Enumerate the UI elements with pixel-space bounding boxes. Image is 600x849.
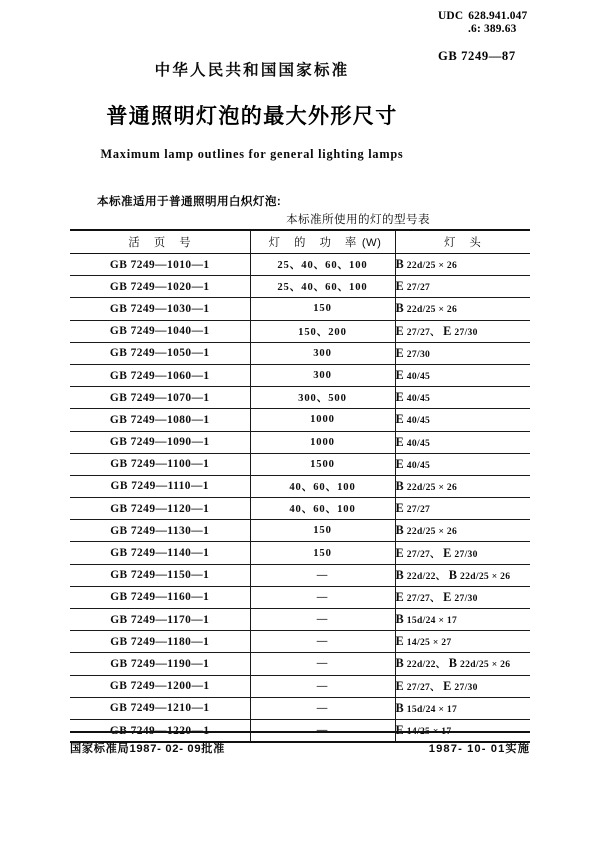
cap-designation: 27/27、 bbox=[406, 326, 441, 338]
cell-lamp-power: 150、200 bbox=[250, 320, 395, 342]
table-row bbox=[70, 586, 530, 608]
cell-leaflet-code: GB 7249—1020—1 bbox=[70, 276, 250, 298]
cell-lamp-power: 25、40、60、100 bbox=[250, 254, 395, 276]
table-body bbox=[70, 254, 530, 743]
cap-letter: B bbox=[445, 656, 461, 671]
cell-lamp-cap bbox=[395, 542, 530, 564]
cap-designation: 27/30 bbox=[406, 348, 431, 360]
cell-lamp-power: 300 bbox=[250, 364, 395, 386]
cell-lamp-power: 25、40、60、100 bbox=[250, 276, 395, 298]
cell-leaflet-code: GB 7249—1160—1 bbox=[70, 586, 250, 608]
column-header-code bbox=[70, 230, 250, 254]
table-header-row bbox=[70, 230, 530, 254]
cell-lamp-cap bbox=[395, 675, 530, 697]
table-row bbox=[70, 631, 530, 653]
udc-label: UDC bbox=[438, 10, 464, 22]
table-row bbox=[70, 276, 530, 298]
cell-leaflet-code: GB 7249—1210—1 bbox=[70, 697, 250, 719]
cell-lamp-cap bbox=[395, 298, 530, 320]
cap-designation: 27/30 bbox=[454, 592, 478, 604]
cap-letter: E bbox=[395, 323, 407, 338]
table-row bbox=[70, 409, 530, 431]
cell-lamp-power: 40、60、100 bbox=[250, 475, 395, 497]
table-row bbox=[70, 520, 530, 542]
column-header-power bbox=[250, 230, 395, 254]
cell-lamp-power: 150 bbox=[250, 542, 395, 564]
cap-letter: E bbox=[395, 434, 407, 449]
cap-designation: 40/45 bbox=[406, 415, 431, 427]
cell-lamp-power: 300、500 bbox=[250, 387, 395, 409]
column-header-cap-label: 灯 头 bbox=[444, 237, 487, 249]
cell-leaflet-code: GB 7249—1110—1 bbox=[70, 475, 250, 497]
cell-lamp-power: — bbox=[250, 653, 395, 675]
footer-content bbox=[70, 740, 530, 756]
implementation-date: 1987- 10- 01实施 bbox=[428, 743, 530, 755]
table-row bbox=[70, 653, 530, 675]
cell-leaflet-code: GB 7249—1150—1 bbox=[70, 564, 250, 586]
cap-letter: B bbox=[395, 656, 407, 671]
cell-leaflet-code: GB 7249—1220—1 bbox=[70, 719, 250, 742]
table-row bbox=[70, 609, 530, 631]
document-subtitle-english: Maximum lamp outlines for general lighting lamps bbox=[100, 147, 404, 161]
cell-lamp-cap bbox=[395, 409, 530, 431]
cell-lamp-power: 1500 bbox=[250, 453, 395, 475]
cell-leaflet-code: GB 7249—1030—1 bbox=[70, 298, 250, 320]
cap-letter: E bbox=[440, 323, 455, 338]
table-row bbox=[70, 387, 530, 409]
cap-designation: 22d/25 × 26 bbox=[460, 570, 511, 582]
table-row bbox=[70, 364, 530, 386]
cell-lamp-power: 150 bbox=[250, 520, 395, 542]
cap-designation: 40/45 bbox=[406, 459, 431, 471]
cap-designation: 22d/25 × 26 bbox=[406, 481, 458, 493]
cap-letter: E bbox=[395, 634, 407, 649]
cap-designation: 14/25 × 17 bbox=[406, 726, 452, 738]
cell-leaflet-code: GB 7249—1200—1 bbox=[70, 675, 250, 697]
cap-designation: 27/27、 bbox=[406, 681, 441, 693]
cell-lamp-power: 1000 bbox=[250, 409, 395, 431]
cell-lamp-cap bbox=[395, 498, 530, 520]
cap-letter: B bbox=[395, 523, 407, 538]
table-row bbox=[70, 254, 530, 276]
column-header-power-label bbox=[251, 234, 395, 250]
cap-letter: B bbox=[395, 612, 407, 627]
cap-designation: 14/25 × 27 bbox=[406, 637, 452, 649]
cap-letter: E bbox=[395, 456, 407, 471]
cell-lamp-power: — bbox=[250, 564, 395, 586]
udc-classification-continuation: .6: 389.63 bbox=[468, 23, 517, 35]
cell-leaflet-code: GB 7249—1050—1 bbox=[70, 342, 250, 364]
table-caption: 本标准所使用的灯的型号表 bbox=[286, 213, 430, 226]
table-row bbox=[70, 298, 530, 320]
cell-leaflet-code: GB 7249—1060—1 bbox=[70, 364, 250, 386]
cap-letter: E bbox=[395, 723, 407, 738]
cell-lamp-power: — bbox=[250, 609, 395, 631]
cell-lamp-cap bbox=[395, 520, 530, 542]
cap-designation: 15d/24 × 17 bbox=[406, 615, 458, 627]
cell-lamp-cap bbox=[395, 653, 530, 675]
cap-letter: E bbox=[395, 589, 407, 604]
gb-standard-number: GB 7249—87 bbox=[438, 49, 516, 63]
cell-lamp-cap bbox=[395, 697, 530, 719]
standard-identifier-block bbox=[438, 10, 564, 64]
table-row bbox=[70, 542, 530, 564]
cell-leaflet-code: GB 7249—1070—1 bbox=[70, 387, 250, 409]
cell-leaflet-code: GB 7249—1120—1 bbox=[70, 498, 250, 520]
table-row bbox=[70, 453, 530, 475]
cap-designation: 27/27 bbox=[406, 282, 431, 294]
cell-lamp-power: — bbox=[250, 719, 395, 742]
document-masthead bbox=[0, 58, 600, 162]
cap-letter: E bbox=[395, 545, 407, 560]
table-row bbox=[70, 675, 530, 697]
cap-letter: E bbox=[395, 390, 407, 405]
cap-letter: B bbox=[445, 567, 461, 582]
cap-letter: B bbox=[395, 257, 407, 272]
cell-leaflet-code: GB 7249—1140—1 bbox=[70, 542, 250, 564]
cap-letter: B bbox=[395, 700, 407, 715]
cap-designation: 22d/22、 bbox=[406, 570, 446, 582]
cap-designation: 27/27 bbox=[406, 504, 431, 516]
cell-leaflet-code: GB 7249—1100—1 bbox=[70, 453, 250, 475]
cell-lamp-cap bbox=[395, 387, 530, 409]
table-row bbox=[70, 564, 530, 586]
cell-lamp-cap bbox=[395, 342, 530, 364]
scope-statement: 本标准适用于普通照明用白炽灯泡: bbox=[97, 195, 282, 208]
table-row bbox=[70, 320, 530, 342]
cap-letter: E bbox=[440, 678, 455, 693]
cap-designation: 15d/24 × 17 bbox=[406, 703, 458, 715]
cell-lamp-power: — bbox=[250, 586, 395, 608]
cap-letter: E bbox=[440, 589, 455, 604]
cap-letter: E bbox=[395, 368, 407, 383]
cap-letter: E bbox=[395, 279, 407, 294]
cap-designation: 22d/25 × 26 bbox=[406, 526, 458, 538]
approval-date: 国家标准局1987- 02- 09批准 bbox=[70, 743, 226, 755]
cell-lamp-power: 1000 bbox=[250, 431, 395, 453]
table-row bbox=[70, 498, 530, 520]
cell-lamp-cap bbox=[395, 431, 530, 453]
cell-lamp-cap bbox=[395, 631, 530, 653]
cell-lamp-cap bbox=[395, 364, 530, 386]
cell-lamp-cap bbox=[395, 453, 530, 475]
page-footer bbox=[70, 731, 530, 756]
cap-designation: 27/27、 bbox=[406, 548, 441, 560]
cell-leaflet-code: GB 7249—1080—1 bbox=[70, 409, 250, 431]
cap-designation: 22d/25 × 26 bbox=[406, 260, 458, 272]
table-row bbox=[70, 697, 530, 719]
cap-letter: B bbox=[395, 301, 407, 316]
cap-designation: 40/45 bbox=[406, 437, 431, 449]
lamp-model-table bbox=[70, 229, 530, 743]
cell-lamp-power: — bbox=[250, 631, 395, 653]
cap-designation: 40/45 bbox=[406, 393, 431, 405]
cap-designation: 27/30 bbox=[454, 326, 478, 338]
cell-lamp-cap bbox=[395, 320, 530, 342]
cap-letter: E bbox=[395, 501, 407, 516]
cap-designation: 27/27、 bbox=[406, 592, 441, 604]
table-row bbox=[70, 431, 530, 453]
table-row bbox=[70, 475, 530, 497]
udc-classification-line bbox=[438, 10, 564, 22]
cap-letter: E bbox=[395, 412, 407, 427]
cap-designation: 40/45 bbox=[406, 371, 431, 383]
cell-leaflet-code: GB 7249—1180—1 bbox=[70, 631, 250, 653]
cell-lamp-power: 300 bbox=[250, 342, 395, 364]
cell-leaflet-code: GB 7249—1040—1 bbox=[70, 320, 250, 342]
lamp-model-table-container bbox=[70, 229, 530, 743]
cap-letter: E bbox=[440, 545, 455, 560]
cell-lamp-cap bbox=[395, 586, 530, 608]
cell-leaflet-code: GB 7249—1170—1 bbox=[70, 609, 250, 631]
cell-lamp-power: — bbox=[250, 697, 395, 719]
cell-leaflet-code: GB 7249—1090—1 bbox=[70, 431, 250, 453]
national-standard-heading: 中华人民共和国国家标准 bbox=[154, 62, 350, 79]
footer-divider bbox=[70, 731, 530, 733]
cell-lamp-cap bbox=[395, 564, 530, 586]
table-row bbox=[70, 342, 530, 364]
cell-leaflet-code: GB 7249—1190—1 bbox=[70, 653, 250, 675]
cell-lamp-cap bbox=[395, 276, 530, 298]
cell-leaflet-code: GB 7249—1010—1 bbox=[70, 254, 250, 276]
cap-letter: B bbox=[395, 478, 407, 493]
column-header-power-text: 灯 的 功 率 bbox=[268, 237, 362, 249]
cell-leaflet-code: GB 7249—1130—1 bbox=[70, 520, 250, 542]
cap-letter: B bbox=[395, 567, 407, 582]
cap-designation: 22d/25 × 26 bbox=[406, 304, 458, 316]
cap-designation: 27/30 bbox=[454, 548, 478, 560]
column-header-power-unit: (W) bbox=[361, 237, 382, 249]
cap-designation: 22d/22、 bbox=[406, 659, 446, 671]
page-title: 普通照明灯泡的最大外形尺寸 bbox=[106, 105, 398, 128]
cap-designation: 27/30 bbox=[454, 681, 478, 693]
cell-lamp-cap bbox=[395, 254, 530, 276]
table-header bbox=[70, 230, 530, 254]
cell-lamp-power: 150 bbox=[250, 298, 395, 320]
column-header-code-label: 活 页 号 bbox=[128, 237, 197, 249]
cap-letter: E bbox=[395, 345, 407, 360]
cell-lamp-power: 40、60、100 bbox=[250, 498, 395, 520]
udc-number: 628.941.047 bbox=[468, 10, 528, 22]
column-header-cap bbox=[395, 230, 530, 254]
cap-designation: 22d/25 × 26 bbox=[460, 659, 511, 671]
cell-lamp-power: — bbox=[250, 675, 395, 697]
cell-lamp-cap bbox=[395, 475, 530, 497]
cell-lamp-cap bbox=[395, 609, 530, 631]
cap-letter: E bbox=[395, 678, 407, 693]
